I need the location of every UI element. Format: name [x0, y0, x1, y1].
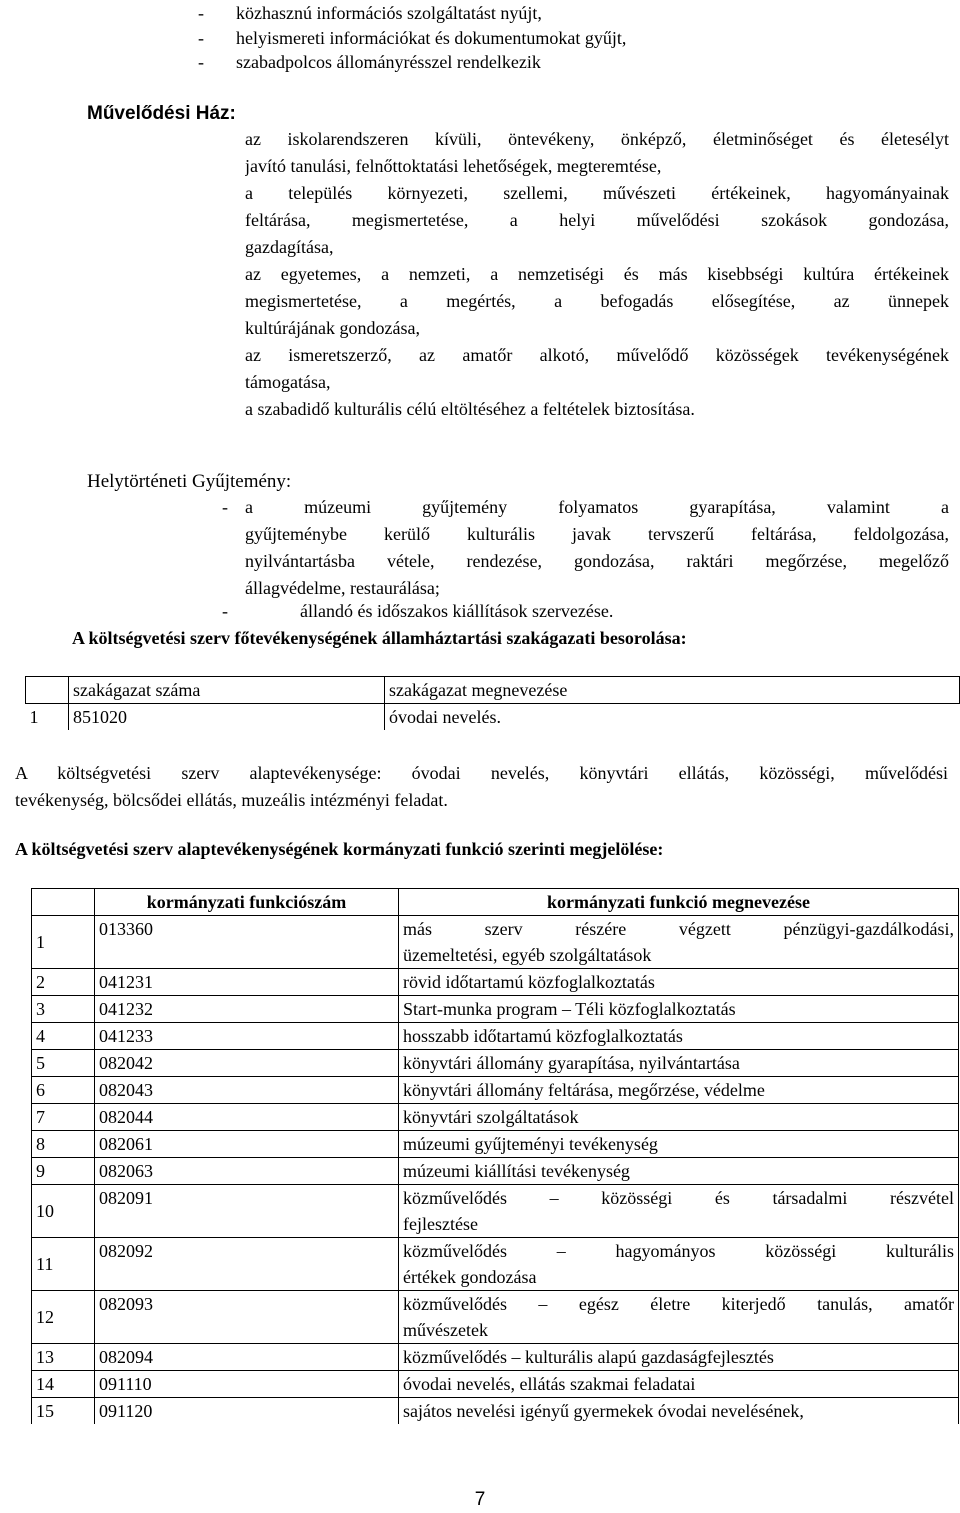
funkcioszam: 091120: [95, 1398, 399, 1425]
funkcioszam: 082093: [95, 1291, 399, 1344]
funkcio-megnevezes: könyvtári állomány feltárása, megőrzése, védelme: [399, 1077, 959, 1104]
kormanyzati-table: [31, 888, 959, 1424]
funkcioszam: 082063: [95, 1158, 399, 1185]
szakagazat-table: [25, 676, 960, 730]
funkcio-megnevezes: Start-munka program – Téli közfoglalkoztatás: [399, 996, 959, 1023]
muvelodesi-haz-text: az iskolarendszeren kívüli, öntevékeny, önképző, életminőséget és életesélyt javító tanulási, felnőttoktatási lehetőségek, megteremtése, a település környezeti, szellemi, művészeti értékeinek, hagyományainak feltárása, megismertetése, a helyi művelődési szokások gondozása, gazdagítása, az egyetemes, a nemzeti, a nemzetiségi és más kisebbségi kultúra értékeinek megismertetése, a megértés, a befogadás elősegítése, az ünnepek kultúrájának gondozása, az ismeretszerző, az amatőr alkotó, művelődő közösségek tevékenységének támogatása, a szabadidő kulturális célú eltöltéséhez a feltételek biztosítása.: [245, 129, 949, 419]
table-row: [32, 1238, 959, 1291]
table-row: [32, 916, 959, 969]
table-header-row: [26, 677, 960, 704]
table-header-row: [32, 889, 959, 916]
table-row: [32, 1023, 959, 1050]
alaptevekenyseg-text: A költségvetési szerv alaptevékenysége: óvodai nevelés, könyvtári ellátás, közösségi, művelődési tevékenység, bölcsődei ellátás, muzeális intézményi feladat.: [15, 763, 948, 810]
funkcioszam: 013360: [95, 916, 399, 969]
muvelodesi-haz-heading: Művelődési Ház:: [87, 103, 236, 124]
table-row: [32, 969, 959, 996]
row-number: 13: [32, 1344, 95, 1371]
table-row: [32, 1398, 959, 1425]
helytorteneti-item-1: a múzeumi gyűjtemény folyamatos gyarapítása, valamint a gyűjteménybe kerülő kulturális javak tervszerű feltárása, feldolgozása, nyilvántartásba vétele, rendezése, gondozása, raktári megőrzése, megelőző állagvédelme, restaurálása;: [245, 497, 949, 598]
funkcioszam: 082044: [95, 1104, 399, 1131]
funkcio-megnevezes: óvodai nevelés, ellátás szakmai feladatai: [399, 1371, 959, 1398]
funkcio-megnevezes: közművelődés – egész életre kiterjedő tanulás, amatőr művészetek: [399, 1291, 959, 1344]
table-row: [32, 1344, 959, 1371]
row-number: 2: [32, 969, 95, 996]
funkcioszam: 041233: [95, 1023, 399, 1050]
header-funkcioszam: kormányzati funkciószám: [95, 889, 399, 916]
funkcio-megnevezes: közművelődés – kulturális alapú gazdaságfejlesztés: [399, 1344, 959, 1371]
funkcio-megnevezes: könyvtári állomány gyarapítása, nyilvántartása: [399, 1050, 959, 1077]
funkcioszam: 082092: [95, 1238, 399, 1291]
funkcioszam: 091110: [95, 1371, 399, 1398]
table-row: [32, 996, 959, 1023]
funkcio-megnevezes: könyvtári szolgáltatások: [399, 1104, 959, 1131]
page-number: 7: [474, 1489, 486, 1510]
table-row: [32, 1158, 959, 1185]
helytorteneti-heading: Helytörténeti Gyűjtemény:: [87, 471, 292, 492]
row-number: 12: [32, 1291, 95, 1344]
table-row: 1 851020 óvodai nevelés.: [26, 704, 960, 731]
table-row: [32, 1291, 959, 1344]
funkcioszam: 082094: [95, 1344, 399, 1371]
row-number: 6: [32, 1077, 95, 1104]
funkcio-megnevezes: hosszabb időtartamú közfoglalkoztatás: [399, 1023, 959, 1050]
table-row: [32, 1131, 959, 1158]
besorolas-heading: A költségvetési szerv főtevékenységének államháztartási szakágazati besorolása:: [72, 628, 687, 648]
funkcio-megnevezes: közművelődés – közösségi és társadalmi részvétel fejlesztése: [399, 1185, 959, 1238]
funkcio-megnevezes: rövid időtartamú közfoglalkoztatás: [399, 969, 959, 996]
row-number: 9: [32, 1158, 95, 1185]
header-szakagazat-megnevezese: szakágazat megnevezése: [385, 677, 960, 704]
table-row: [32, 1050, 959, 1077]
row-number: 10: [32, 1185, 95, 1238]
header-szakagazat-szama: szakágazat száma: [69, 677, 385, 704]
table-row: [32, 1077, 959, 1104]
row-number: 4: [32, 1023, 95, 1050]
row-number: 11: [32, 1238, 95, 1291]
funkcio-megnevezes: más szerv részére végzett pénzügyi-gazdálkodási, üzemeltetési, egyéb szolgáltatások: [399, 916, 959, 969]
header-funkcio-megnevezese: kormányzati funkció megnevezése: [399, 889, 959, 916]
row-number: 3: [32, 996, 95, 1023]
funkcio-megnevezes: múzeumi kiállítási tevékenység: [399, 1158, 959, 1185]
helytorteneti-item-2: állandó és időszakos kiállítások szervezése.: [300, 601, 614, 621]
funkcioszam: 041232: [95, 996, 399, 1023]
funkcioszam: 041231: [95, 969, 399, 996]
table-row: [32, 1104, 959, 1131]
row-number: 5: [32, 1050, 95, 1077]
row-number: 8: [32, 1131, 95, 1158]
row-number: 7: [32, 1104, 95, 1131]
row-number: 14: [32, 1371, 95, 1398]
funkcio-megnevezes: sajátos nevelési igényű gyermekek óvodai nevelésének,: [399, 1398, 959, 1425]
table-row: [32, 1371, 959, 1398]
funkcioszam: 082042: [95, 1050, 399, 1077]
funkcio-megnevezes: múzeumi gyűjteményi tevékenység: [399, 1131, 959, 1158]
funkcioszam: 082043: [95, 1077, 399, 1104]
funkcio-megnevezes: közművelődés – hagyományos közösségi kulturális értékek gondozása: [399, 1238, 959, 1291]
row-number: 15: [32, 1398, 95, 1425]
table-row: [32, 1185, 959, 1238]
helytorteneti-dash-1: -: [222, 497, 228, 517]
funkcioszam: 082091: [95, 1185, 399, 1238]
row-number: 1: [32, 916, 95, 969]
helytorteneti-dash-2: -: [222, 601, 228, 621]
kormanyzati-heading: A költségvetési szerv alaptevékenységének kormányzati funkció szerinti megjelölése:: [15, 839, 664, 859]
funkcioszam: 082061: [95, 1131, 399, 1158]
